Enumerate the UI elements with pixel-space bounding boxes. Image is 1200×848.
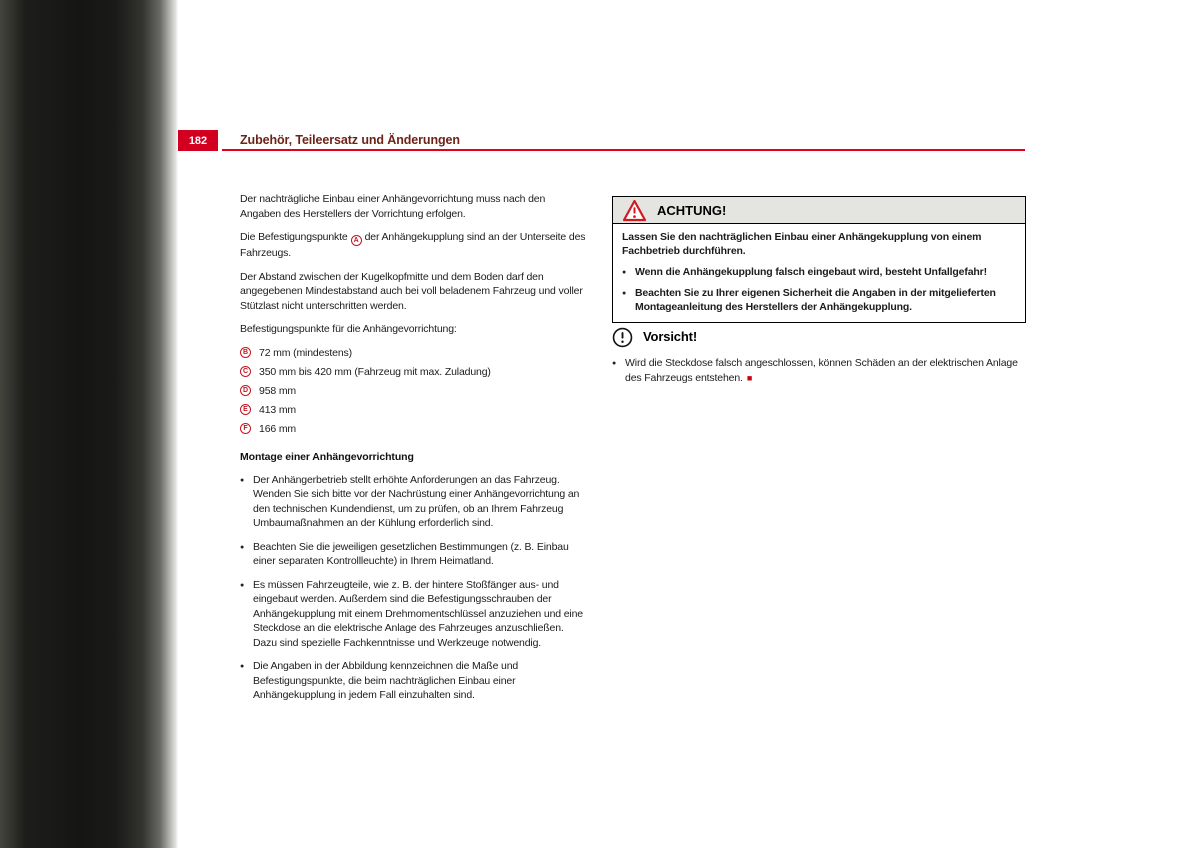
header-rule bbox=[222, 149, 1025, 151]
page-number-badge bbox=[178, 130, 218, 151]
measure-item bbox=[240, 422, 587, 437]
measure-value: 958 mm bbox=[259, 384, 297, 397]
ref-marker-a-icon: A bbox=[351, 235, 362, 246]
left-column bbox=[240, 192, 587, 712]
bullet-item: ● Der Anhängerbetrieb stellt erhöhte Anforderungen an das Fahrzeug. Wenden Sie sich bitte vor der Nachrüstung einer Anhängevorrichtung an den technischen Kundendienst, um zu prüfen, ob an Ihrem Fahrzeug Umbaumaßnahmen an der Kühlung erforderlich sind. bbox=[240, 473, 587, 531]
ref-marker-c-icon: C bbox=[240, 366, 251, 377]
warning-bullet-item: ● Beachten Sie zu Ihrer eigenen Sicherheit die Angaben in der mitgelieferten Montageanleitung des Herstellers der Anhängekupplung. bbox=[622, 286, 1016, 314]
warning-box bbox=[612, 196, 1026, 323]
ref-marker-e-icon: E bbox=[240, 404, 251, 415]
mounting-bullet-list bbox=[240, 473, 587, 703]
measure-value: 413 mm bbox=[259, 403, 297, 416]
measure-list bbox=[240, 346, 587, 437]
paragraph-text: der Anhängekupplung sind an der Unterseite des Fahrzeugs. bbox=[240, 231, 586, 259]
warning-box-header bbox=[612, 196, 1026, 224]
bullet-item: ● Es müssen Fahrzeugteile, wie z. B. der hintere Stoßfänger aus- und eingebaut werden. Außerdem sind die Befestigungsschrauben der Anhängekupplung mit einem Drehmomentschlüssel anzuziehen und eine Steckdose an die elektrische Anlage des Fahrzeuges anzuschließen. Dazu sind spezielle Fachkenntnisse und Werkzeuge notwendig. bbox=[240, 578, 587, 651]
measure-value: 350 mm bis 420 mm (Fahrzeug mit max. Zuladung) bbox=[259, 365, 491, 378]
page-number: 182 bbox=[188, 134, 208, 147]
caution-circle-icon bbox=[612, 327, 633, 348]
warning-intro: Lassen Sie den nachträglichen Einbau einer Anhängekupplung von einem Fachbetrieb durchführen. bbox=[622, 231, 982, 257]
caution-header bbox=[612, 327, 1026, 348]
warning-triangle-icon bbox=[622, 199, 647, 222]
ref-marker-d-icon: D bbox=[240, 385, 251, 396]
warning-bullet-list bbox=[622, 265, 1016, 314]
bullet-item: ● Beachten Sie die jeweiligen gesetzlichen Bestimmungen (z. B. Einbau einer separaten Kontrollleuchte) in Ihrem Heimatland. bbox=[240, 540, 587, 569]
section-end-marker: ■ bbox=[746, 372, 753, 383]
warning-box-body bbox=[612, 224, 1026, 323]
paragraph-intro: Der nachträgliche Einbau einer Anhängevorrichtung muss nach den Angaben des Herstellers der Vorrichtung erfolgen. bbox=[240, 193, 546, 220]
ref-marker-f-icon: F bbox=[240, 423, 251, 434]
paragraph-distance: Der Abstand zwischen der Kugelkopfmitte und dem Boden darf den angegebenen Mindestabstand auch bei voll beladenem Fahrzeug und voller Stützlast nicht unterschritten werden. bbox=[240, 270, 583, 312]
measure-value: 166 mm bbox=[259, 422, 297, 435]
measure-item bbox=[240, 365, 587, 380]
measure-value: 72 mm (mindestens) bbox=[259, 346, 352, 359]
warning-bullet-item: ● Wenn die Anhängekupplung falsch eingebaut wird, besteht Unfallgefahr! bbox=[622, 265, 1016, 279]
paragraph-mount-points bbox=[240, 230, 587, 261]
caution-text: Wird die Steckdose falsch angeschlossen, können Schäden an der elektrischen Anlage des Fahrzeugs entstehen. bbox=[625, 357, 1018, 384]
caution-title: Vorsicht! bbox=[643, 329, 698, 345]
paragraph-text: Die Befestigungspunkte bbox=[240, 231, 348, 243]
bullet-item: ● Die Angaben in der Abbildung kennzeichnen die Maße und Befestigungspunkte, die beim nachträglichen Einbau einer Anhängekupplung in jedem Fall einzuhalten sind. bbox=[240, 659, 587, 703]
measure-item bbox=[240, 384, 587, 399]
book-binding-shadow bbox=[0, 0, 178, 848]
paragraph-list-lead: Befestigungspunkte für die Anhängevorrichtung: bbox=[240, 323, 457, 335]
subsection-heading: Montage einer Anhängevorrichtung bbox=[240, 451, 414, 463]
ref-marker-b-icon: B bbox=[240, 347, 251, 358]
measure-item bbox=[240, 346, 587, 361]
measure-item bbox=[240, 403, 587, 418]
caution-section bbox=[612, 327, 1026, 385]
warning-title: ACHTUNG! bbox=[657, 202, 727, 218]
chapter-title: Zubehör, Teileersatz und Änderungen bbox=[240, 133, 460, 147]
caution-bullet bbox=[612, 356, 1026, 385]
